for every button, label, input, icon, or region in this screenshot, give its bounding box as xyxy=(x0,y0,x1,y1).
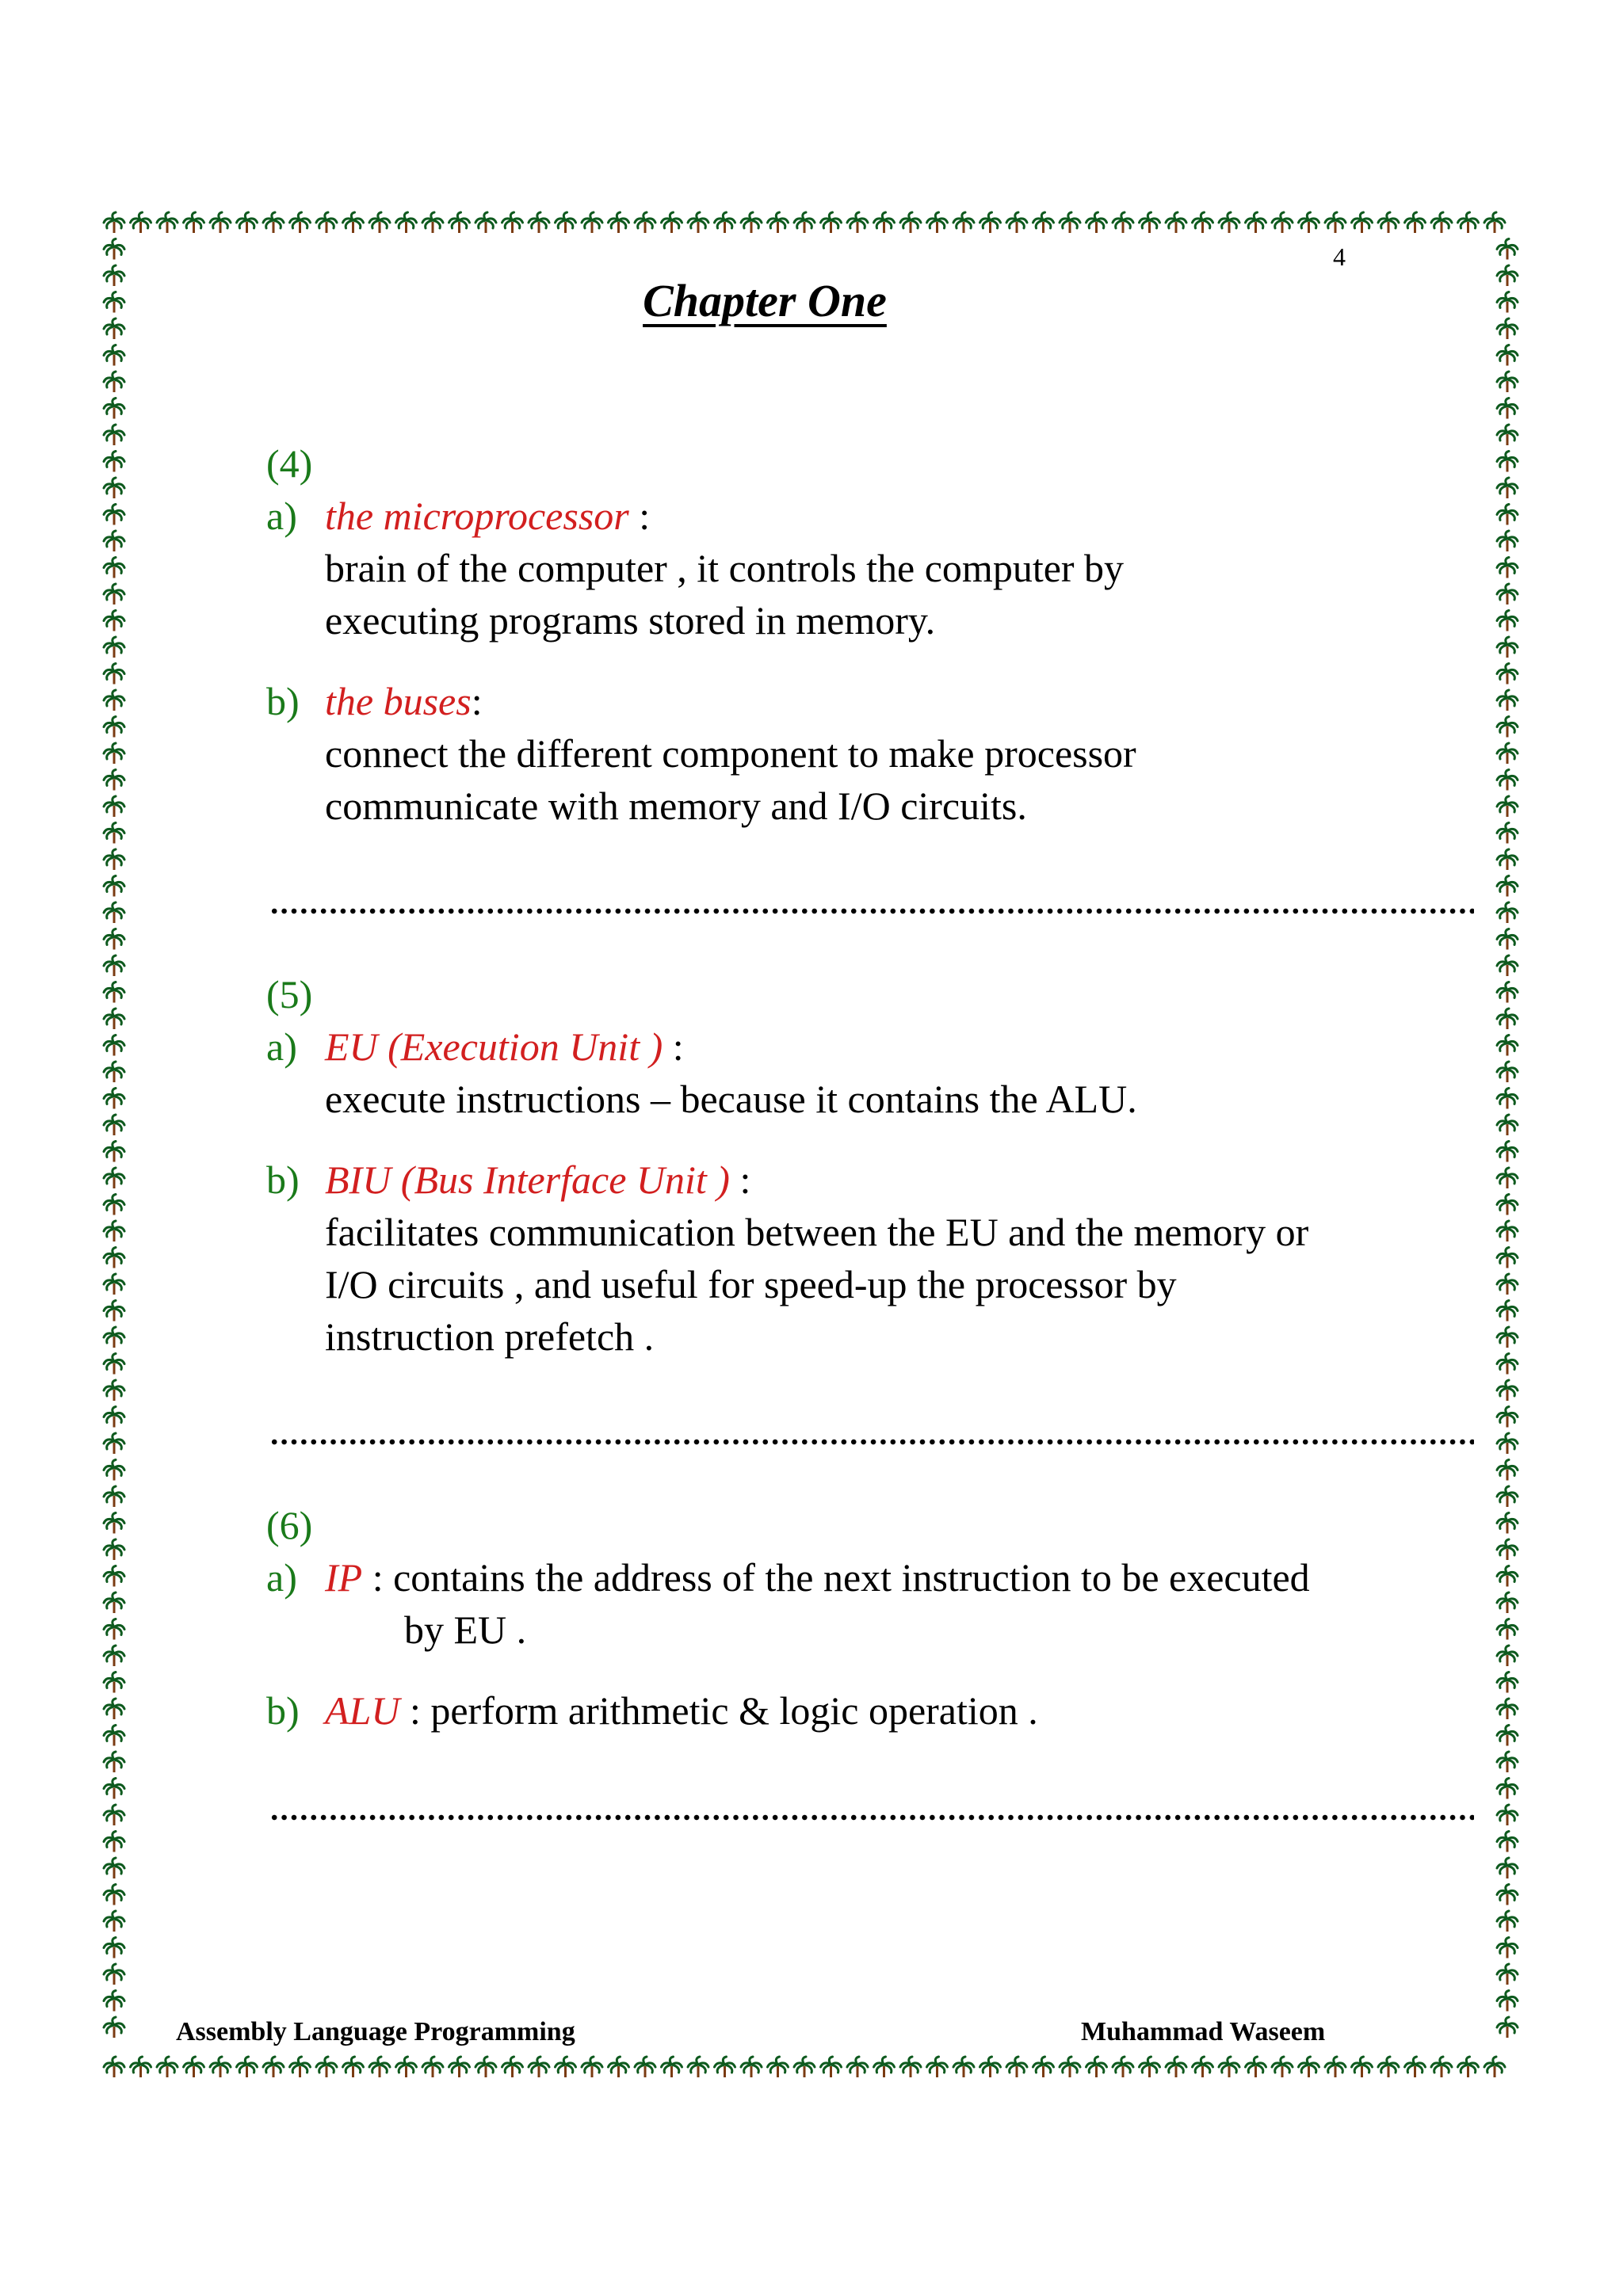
palm-tree-icon xyxy=(1497,239,1518,260)
palm-tree-icon xyxy=(104,637,124,658)
palm-tree-icon xyxy=(1006,2057,1027,2077)
description-line: executing programs stored in memory. xyxy=(325,598,936,643)
palm-tree-icon xyxy=(847,2057,868,2077)
palm-tree-icon xyxy=(1497,425,1518,445)
palm-tree-icon xyxy=(104,876,124,897)
dotted-separator xyxy=(269,1814,1474,1821)
palm-tree-icon xyxy=(1497,1726,1518,1746)
item-letter: a) xyxy=(266,1555,297,1600)
palm-tree-icon xyxy=(1497,372,1518,392)
palm-tree-icon xyxy=(369,2057,390,2077)
palm-tree-icon xyxy=(104,1301,124,1322)
palm-tree-icon xyxy=(741,212,762,233)
palm-tree-icon xyxy=(1193,212,1213,233)
palm-tree-icon xyxy=(1497,399,1518,419)
palm-tree-icon xyxy=(1497,505,1518,525)
palm-tree-icon xyxy=(1405,212,1426,233)
palm-tree-icon xyxy=(104,1726,124,1746)
palm-tree-icon xyxy=(104,1672,124,1693)
item-letter: b) xyxy=(266,1158,300,1202)
term: IP xyxy=(325,1555,363,1600)
palm-tree-icon xyxy=(1484,2057,1505,2077)
palm-tree-icon xyxy=(582,212,602,233)
palm-tree-icon xyxy=(210,212,231,233)
palm-tree-icon xyxy=(874,212,895,233)
palm-tree-icon xyxy=(529,2057,549,2077)
palm-tree-icon xyxy=(662,212,682,233)
palm-tree-icon xyxy=(1497,823,1518,844)
item-row xyxy=(266,1020,1455,1073)
palm-tree-icon xyxy=(1113,212,1133,233)
palm-tree-icon xyxy=(821,2057,842,2077)
palm-tree-icon xyxy=(1497,929,1518,950)
palm-tree-icon xyxy=(1497,1354,1518,1375)
palm-tree-icon xyxy=(104,1646,124,1666)
palm-tree-icon xyxy=(104,1035,124,1056)
palm-tree-icon xyxy=(1166,2057,1186,2077)
palm-tree-icon xyxy=(1497,1062,1518,1082)
palm-tree-icon xyxy=(794,2057,815,2077)
palm-tree-icon xyxy=(1458,212,1479,233)
palm-tree-icon xyxy=(1484,212,1505,233)
palm-tree-icon xyxy=(1497,770,1518,791)
palm-tree-icon xyxy=(1219,212,1239,233)
palm-tree-icon xyxy=(1060,212,1080,233)
palm-tree-icon xyxy=(953,2057,974,2077)
palm-tree-icon xyxy=(1497,876,1518,897)
palm-tree-icon xyxy=(927,212,948,233)
palm-tree-icon xyxy=(1431,2057,1452,2077)
palm-tree-icon xyxy=(237,2057,258,2077)
palm-tree-icon xyxy=(475,212,496,233)
term: the buses xyxy=(325,679,472,723)
palm-tree-icon xyxy=(900,212,921,233)
palm-tree-icon xyxy=(715,212,735,233)
palm-tree-icon xyxy=(449,212,470,233)
palm-tree-icon xyxy=(422,2057,443,2077)
palm-tree-icon xyxy=(104,1858,124,1878)
palm-tree-icon xyxy=(422,212,443,233)
palm-tree-icon xyxy=(1405,2057,1426,2077)
palm-tree-icon xyxy=(953,212,974,233)
palm-tree-icon xyxy=(104,1938,124,1958)
palm-tree-icon xyxy=(1497,1221,1518,1241)
palm-tree-icon xyxy=(1497,1911,1518,1932)
palm-tree-icon xyxy=(1378,212,1399,233)
palm-tree-icon xyxy=(1497,1380,1518,1401)
palm-tree-icon xyxy=(104,743,124,764)
palm-tree-icon xyxy=(104,717,124,738)
section-number: (5) xyxy=(266,972,313,1016)
palm-tree-icon xyxy=(1497,1327,1518,1348)
palm-tree-icon xyxy=(1140,2057,1160,2077)
palm-tree-icon xyxy=(104,929,124,950)
term-suffix: : perform arithmetic & logic operation . xyxy=(399,1688,1038,1733)
palm-tree-icon xyxy=(1497,796,1518,817)
palm-tree-icon xyxy=(104,1991,124,2012)
palm-tree-icon xyxy=(104,770,124,791)
palm-tree-icon xyxy=(104,1779,124,1799)
palm-tree-icon xyxy=(502,2057,523,2077)
item-letter: a) xyxy=(266,1024,297,1069)
description-line: communicate with memory and I/O circuits. xyxy=(325,784,1027,828)
palm-tree-icon xyxy=(104,664,124,685)
palm-tree-icon xyxy=(290,2057,311,2077)
palm-tree-icon xyxy=(104,849,124,870)
palm-tree-icon xyxy=(1497,637,1518,658)
palm-tree-icon xyxy=(688,212,708,233)
palm-tree-icon xyxy=(396,212,417,233)
palm-tree-icon xyxy=(609,2057,629,2077)
palm-tree-icon xyxy=(104,1195,124,1215)
palm-tree-icon xyxy=(316,212,337,233)
item-row xyxy=(266,1684,1455,1737)
description-line: brain of the computer , it controls the computer by xyxy=(325,546,1125,590)
palm-tree-icon xyxy=(715,2057,735,2077)
palm-tree-icon xyxy=(1497,1858,1518,1878)
palm-tree-icon xyxy=(104,796,124,817)
palm-tree-icon xyxy=(210,2057,231,2077)
palm-tree-icon xyxy=(104,1964,124,1985)
palm-tree-icon xyxy=(1497,743,1518,764)
item-row xyxy=(266,1154,1455,1206)
palm-tree-icon xyxy=(1272,212,1293,233)
palm-tree-icon xyxy=(104,1168,124,1188)
palm-tree-icon xyxy=(1497,345,1518,366)
palm-tree-icon xyxy=(980,212,1001,233)
palm-tree-icon xyxy=(1497,664,1518,685)
description-line: connect the different component to make processor xyxy=(325,731,1136,776)
palm-tree-icon xyxy=(104,1911,124,1932)
palm-tree-icon xyxy=(104,902,124,923)
palm-tree-icon xyxy=(529,212,549,233)
palm-tree-icon xyxy=(104,558,124,578)
palm-tree-icon xyxy=(104,1274,124,1295)
palm-tree-icon xyxy=(104,531,124,551)
dotted-separator xyxy=(269,908,1474,914)
palm-tree-icon xyxy=(662,2057,682,2077)
palm-tree-icon xyxy=(1497,531,1518,551)
footer-author: Muhammad Waseem xyxy=(1081,2017,1326,2046)
palm-tree-icon xyxy=(1497,1248,1518,1268)
palm-tree-icon xyxy=(1497,1646,1518,1666)
palm-tree-icon xyxy=(104,584,124,605)
palm-tree-icon xyxy=(1497,1009,1518,1029)
palm-tree-icon xyxy=(1219,2057,1239,2077)
palm-tree-icon xyxy=(1325,2057,1346,2077)
palm-tree-icon xyxy=(1497,584,1518,605)
palm-tree-icon xyxy=(1006,212,1027,233)
palm-tree-icon xyxy=(104,239,124,260)
palm-tree-icon xyxy=(1497,1699,1518,1719)
palm-tree-icon xyxy=(104,2017,124,2038)
palm-tree-icon xyxy=(104,1062,124,1082)
palm-tree-icon xyxy=(1497,1539,1518,1560)
palm-tree-icon xyxy=(1497,849,1518,870)
term: the microprocessor xyxy=(325,494,629,538)
palm-tree-icon xyxy=(1352,2057,1373,2077)
palm-tree-icon xyxy=(874,2057,895,2077)
palm-tree-icon xyxy=(1497,955,1518,976)
palm-tree-icon xyxy=(1497,1619,1518,1640)
palm-tree-icon xyxy=(1497,1805,1518,1825)
palm-tree-icon xyxy=(104,1619,124,1640)
term: EU (Execution Unit ) xyxy=(325,1024,663,1069)
palm-tree-icon xyxy=(1325,212,1346,233)
palm-tree-icon xyxy=(1497,1274,1518,1295)
palm-tree-icon xyxy=(449,2057,470,2077)
palm-tree-icon xyxy=(1299,2057,1319,2077)
palm-tree-icon xyxy=(104,1752,124,1772)
palm-tree-icon xyxy=(1497,1779,1518,1799)
palm-tree-icon xyxy=(1497,558,1518,578)
palm-tree-icon xyxy=(104,1142,124,1162)
palm-tree-icon xyxy=(263,212,284,233)
palm-tree-icon xyxy=(1497,1433,1518,1454)
palm-tree-icon xyxy=(1497,1938,1518,1958)
palm-tree-icon xyxy=(343,212,364,233)
palm-tree-icon xyxy=(1497,1301,1518,1322)
palm-tree-icon xyxy=(927,2057,948,2077)
section-4 xyxy=(266,437,1455,832)
palm-tree-icon xyxy=(1497,1168,1518,1188)
chapter-title: Chapter One xyxy=(643,275,887,326)
palm-tree-icon xyxy=(1497,1592,1518,1613)
palm-tree-icon xyxy=(768,2057,789,2077)
palm-tree-icon xyxy=(1497,982,1518,1003)
palm-tree-icon xyxy=(343,2057,364,2077)
palm-tree-icon xyxy=(635,212,655,233)
palm-tree-icon xyxy=(980,2057,1001,2077)
palm-tree-icon xyxy=(1246,212,1266,233)
palm-tree-icon xyxy=(1497,902,1518,923)
description-line: I/O circuits , and useful for speed-up the processor by xyxy=(325,1262,1177,1306)
palm-tree-icon xyxy=(821,212,842,233)
item-letter: b) xyxy=(266,679,300,723)
palm-tree-icon xyxy=(157,212,178,233)
palm-tree-icon xyxy=(556,2057,576,2077)
palm-tree-icon xyxy=(316,2057,337,2077)
palm-tree-icon xyxy=(1166,212,1186,233)
palm-tree-icon xyxy=(1299,212,1319,233)
palm-tree-icon xyxy=(1497,1142,1518,1162)
palm-tree-icon xyxy=(1086,212,1107,233)
palm-tree-icon xyxy=(104,505,124,525)
footer-course-title: Assembly Language Programming xyxy=(176,2017,575,2046)
palm-tree-icon xyxy=(104,478,124,498)
palm-tree-icon xyxy=(1497,1035,1518,1056)
palm-tree-icon xyxy=(104,1539,124,1560)
palm-tree-icon xyxy=(582,2057,602,2077)
palm-tree-icon xyxy=(104,1513,124,1534)
section-6 xyxy=(266,1499,1455,1737)
palm-tree-icon xyxy=(263,2057,284,2077)
palm-tree-icon xyxy=(104,425,124,445)
palm-tree-icon xyxy=(104,1805,124,1825)
palm-tree-icon xyxy=(1497,1089,1518,1109)
dotted-separator xyxy=(269,1439,1474,1445)
term: ALU xyxy=(325,1688,400,1733)
palm-tree-icon xyxy=(104,399,124,419)
palm-tree-icon xyxy=(1497,1885,1518,1905)
palm-tree-icon xyxy=(104,1407,124,1428)
term: BIU (Bus Interface Unit ) xyxy=(325,1158,730,1202)
palm-tree-icon xyxy=(1352,212,1373,233)
palm-tree-icon xyxy=(104,212,124,233)
palm-tree-icon xyxy=(104,690,124,711)
palm-tree-icon xyxy=(502,212,523,233)
item-row xyxy=(266,675,1455,727)
palm-tree-icon xyxy=(104,1089,124,1109)
description-line: facilitates communication between the EU and the memory or xyxy=(325,1210,1309,1254)
palm-tree-icon xyxy=(1497,1964,1518,1985)
palm-tree-icon xyxy=(1497,717,1518,738)
term-suffix: : xyxy=(729,1158,751,1202)
palm-tree-icon xyxy=(1497,1566,1518,1587)
term-suffix: : contains the address of the next instruction to be executed xyxy=(362,1555,1310,1600)
palm-tree-icon xyxy=(635,2057,655,2077)
palm-tree-icon xyxy=(1497,690,1518,711)
palm-tree-icon xyxy=(1497,1460,1518,1481)
palm-tree-icon xyxy=(1140,212,1160,233)
palm-tree-icon xyxy=(290,212,311,233)
term-suffix: : xyxy=(663,1024,684,1069)
palm-tree-icon xyxy=(104,372,124,392)
palm-tree-icon xyxy=(104,1460,124,1481)
palm-tree-icon xyxy=(1497,1672,1518,1693)
section-number: (6) xyxy=(266,1503,313,1547)
item-row xyxy=(266,490,1455,542)
palm-tree-icon xyxy=(104,1486,124,1507)
palm-tree-icon xyxy=(104,955,124,976)
palm-tree-icon xyxy=(1086,2057,1107,2077)
palm-tree-icon xyxy=(104,1221,124,1241)
palm-tree-icon xyxy=(609,212,629,233)
palm-tree-icon xyxy=(104,982,124,1003)
palm-tree-icon xyxy=(1497,1407,1518,1428)
palm-tree-icon xyxy=(157,2057,178,2077)
description-line: execute instructions – because it contains the ALU. xyxy=(325,1077,1137,1121)
palm-tree-icon xyxy=(1033,2057,1054,2077)
palm-tree-icon xyxy=(1497,478,1518,498)
palm-tree-icon xyxy=(1497,1513,1518,1534)
palm-tree-icon xyxy=(104,2057,124,2077)
palm-tree-icon xyxy=(688,2057,708,2077)
item-letter: a) xyxy=(266,494,297,538)
section-number: (4) xyxy=(266,441,313,486)
palm-tree-icon xyxy=(1431,212,1452,233)
palm-tree-icon xyxy=(900,2057,921,2077)
palm-tree-icon xyxy=(1497,1991,1518,2012)
description-line: by EU . xyxy=(404,1608,527,1652)
palm-tree-icon xyxy=(1497,611,1518,631)
item-letter: b) xyxy=(266,1688,300,1733)
palm-tree-icon xyxy=(768,212,789,233)
palm-tree-icon xyxy=(794,212,815,233)
palm-tree-icon xyxy=(131,2057,151,2077)
palm-tree-icon xyxy=(104,345,124,366)
term-suffix: : xyxy=(628,494,651,538)
palm-tree-icon xyxy=(104,1380,124,1401)
palm-tree-icon xyxy=(1458,2057,1479,2077)
palm-tree-icon xyxy=(741,2057,762,2077)
palm-tree-icon xyxy=(104,1592,124,1613)
palm-tree-icon xyxy=(1497,1195,1518,1215)
palm-tree-icon xyxy=(1497,1115,1518,1135)
palm-tree-icon xyxy=(1113,2057,1133,2077)
term-suffix: : xyxy=(471,679,483,723)
palm-tree-icon xyxy=(104,1327,124,1348)
palm-tree-icon xyxy=(104,452,124,472)
palm-tree-icon xyxy=(847,212,868,233)
palm-tree-icon xyxy=(1497,452,1518,472)
palm-tree-icon xyxy=(104,1115,124,1135)
palm-tree-icon xyxy=(1378,2057,1399,2077)
palm-tree-icon xyxy=(475,2057,496,2077)
palm-tree-icon xyxy=(1033,212,1054,233)
palm-tree-icon xyxy=(1060,2057,1080,2077)
palm-tree-icon xyxy=(104,1566,124,1587)
palm-tree-icon xyxy=(104,1248,124,1268)
item-row xyxy=(266,1551,1455,1604)
palm-tree-icon xyxy=(131,212,151,233)
palm-tree-icon xyxy=(369,212,390,233)
palm-tree-icon xyxy=(104,1832,124,1852)
palm-tree-icon xyxy=(104,1433,124,1454)
palm-tree-icon xyxy=(104,1354,124,1375)
palm-tree-icon xyxy=(104,823,124,844)
palm-tree-icon xyxy=(1497,1832,1518,1852)
palm-tree-icon xyxy=(396,2057,417,2077)
palm-tree-icon xyxy=(1246,2057,1266,2077)
palm-tree-icon xyxy=(104,1009,124,1029)
page-number: 4 xyxy=(1333,242,1346,271)
palm-tree-icon xyxy=(104,611,124,631)
palm-tree-icon xyxy=(104,1699,124,1719)
palm-tree-icon xyxy=(1497,1486,1518,1507)
description-line: instruction prefetch . xyxy=(325,1314,655,1359)
section-5 xyxy=(266,968,1455,1363)
palm-tree-icon xyxy=(1272,2057,1293,2077)
palm-tree-icon xyxy=(184,2057,204,2077)
palm-tree-icon xyxy=(556,212,576,233)
palm-tree-icon xyxy=(184,212,204,233)
palm-tree-icon xyxy=(1497,1752,1518,1772)
palm-tree-icon xyxy=(104,1885,124,1905)
palm-tree-icon xyxy=(1497,2017,1518,2038)
palm-tree-icon xyxy=(1193,2057,1213,2077)
palm-tree-icon xyxy=(237,212,258,233)
